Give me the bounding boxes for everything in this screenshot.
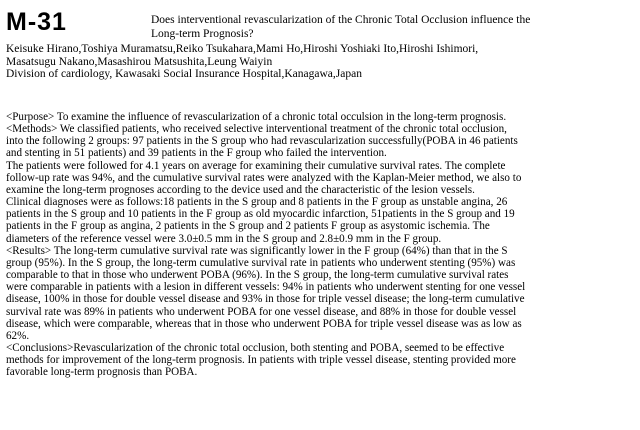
abstract-title: [151, 13, 621, 41]
title-line-2: Long-term Prognosis?: [151, 28, 254, 40]
body-line: <Purpose> To examine the influence of revascularization of a chronic total occulsion in the long-term prognosis.: [6, 111, 507, 123]
body-line: <Results> The long-term cumulative survival rate was significantly lower in the F group (64%) than that in the S: [6, 244, 508, 257]
author-line-2: Masatsugu Nakano,Masashirou Matsushita,Leung Waiyin: [6, 55, 273, 68]
body-line: follow-up rate was 94%, and the cumulative survival rates were analyzed with the Kaplan-Meier method, we also to: [6, 171, 522, 184]
body-line: patients in the S group and 10 patients in the F group as old myocardic infarction, 51patients in the S group and 19: [6, 208, 515, 221]
author-block: [6, 43, 634, 81]
abstract-body: [6, 111, 634, 378]
body-line: examine the long-term prognoses according to the device used and the characteristic of the lesion vessels.: [6, 183, 475, 196]
body-line: disease, 100% in those for double vessel disease and 93% in those for triple vessel disease; the long-term cumulative: [6, 293, 525, 306]
body-line: survival rate was 89% in patients who underwent POBA for one vessel disease, and 88% in those for double vessel: [6, 305, 517, 318]
body-line: comparable to that in those who underwent POBA (96%). In the S group, the long-term cumulative survival rates: [6, 269, 509, 282]
body-line: 62%.: [6, 329, 30, 342]
affiliation-line: Division of cardiology, Kawasaki Social Insurance Hospital,Kanagawa,Japan: [6, 68, 362, 80]
body-line: and stenting in 51 patients) and 39 patients in the F group who failed the intervention.: [6, 147, 387, 160]
body-line: favorable long-term prognosis than POBA.: [6, 366, 198, 379]
title-line-1: Does interventional revascularization of the Chronic Total Occlusion influence the: [151, 14, 531, 26]
body-line: <Methods> We classified patients, who received selective interventional treatment of the chronic total occlusion,: [6, 123, 507, 136]
author-line-1: Keisuke Hirano,Toshiya Muramatsu,Reiko Tsukahara,Mami Ho,Hiroshi Yoshiaki Ito,Hiroshi Ishimori,: [6, 43, 479, 55]
body-line: into the following 2 groups: 97 patients in the S group who had revascularization successfully(POBA in 46 patients: [6, 135, 518, 148]
body-line: diameters of the reference vessel were 3.0±0.5 mm in the S group and 2.8±0.9 mm in the F group.: [6, 232, 442, 245]
body-line: The patients were followed for 4.1 years on average for examining their cumulative survival rates. The complete: [6, 159, 506, 172]
body-line: group (95%). In the S group, the long-term cumulative survival rate in patients who underwent stenting (95%) was: [6, 256, 516, 269]
body-line: methods for improvement of the long-term prognosis. In patients with triple vessel disease, stenting provided more: [6, 354, 516, 367]
body-line: disease, which were comparable, whereas that in those who underwent POBA for triple vessel disease was as low as: [6, 317, 522, 330]
body-line: Clinical diagnoses were as follows:18 patients in the S group and 8 patients in the F group as unstable angina, 26: [6, 196, 508, 209]
body-line: <Conclusions>Revascularization of the chronic total occlusion, both stenting and POBA, seemed to be effective: [6, 341, 505, 354]
body-line: patients in the F group as angina, 2 patients in the S group and 2 patients F group as asystomic ischemia. The: [6, 220, 490, 233]
abstract-code: M-31: [6, 8, 67, 36]
body-line: were comparable in patients with a lesion in different vessels: 94% in patients who underwent stenting for one vessel: [6, 281, 526, 294]
